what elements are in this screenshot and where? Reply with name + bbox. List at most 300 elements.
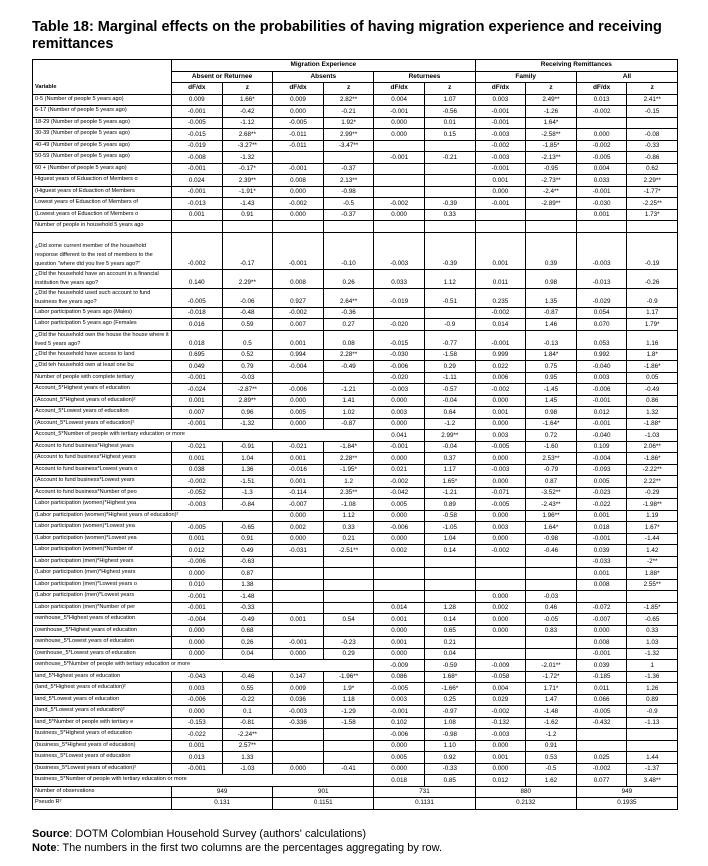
dfdx-cell: 0.000 — [374, 418, 425, 430]
dfdx-cell: -0.001 — [273, 163, 324, 175]
table-row — [33, 740, 678, 752]
variable-label: (Labor participation (men)*Lowest years — [33, 591, 172, 603]
z-cell: -1.37 — [627, 763, 678, 775]
z-cell: -0.29 — [627, 487, 678, 499]
dfdx-cell: -0.030 — [576, 198, 627, 210]
z-header: z — [424, 83, 475, 95]
z-cell: -1.95* — [323, 464, 374, 476]
z-cell: 2.29** — [627, 175, 678, 187]
note-line — [32, 841, 442, 855]
z-cell: -0.03 — [222, 372, 273, 384]
z-cell: 1.41 — [323, 395, 374, 407]
z-cell: 1.64* — [526, 117, 577, 129]
variable-label: Account to fund business*Lowest years o — [33, 464, 172, 476]
z-cell: 2.53** — [526, 453, 577, 465]
z-cell: -1.86* — [627, 361, 678, 373]
z-cell: 0.49 — [222, 545, 273, 557]
z-cell — [627, 740, 678, 752]
dfdx-cell: -0.002 — [374, 476, 425, 488]
z-cell: -0.39 — [424, 198, 475, 210]
dfdx-cell: -0.002 — [475, 307, 526, 319]
dfdx-cell: -0.153 — [172, 717, 223, 729]
dfdx-cell: 0.000 — [475, 740, 526, 752]
z-cell: -0.04 — [424, 441, 475, 453]
z-cell: 2.68** — [222, 129, 273, 141]
z-cell: -0.65 — [222, 522, 273, 534]
z-cell: -0.22 — [222, 694, 273, 706]
dfdx-cell: 0.005 — [374, 499, 425, 511]
dfdx-cell: 0.001 — [576, 209, 627, 221]
pseudo-r2-value: 0.1151 — [273, 798, 374, 810]
dfdx-cell: 0.012 — [172, 545, 223, 557]
variable-label: (ownhouse_5*Lowest years of education — [33, 648, 172, 660]
dfdx-cell: 0.018 — [576, 522, 627, 534]
dfdx-cell: -0.001 — [475, 163, 526, 175]
sub-family: Family — [475, 71, 576, 83]
z-cell: -1.58 — [323, 717, 374, 729]
dfdx-cell: -0.185 — [576, 671, 627, 683]
dfdx-cell: 0.003 — [576, 372, 627, 384]
dfdx-cell: 0.001 — [374, 614, 425, 626]
dfdx-cell: 0.066 — [576, 694, 627, 706]
variable-label: ownhouse_5*Lowest years of education — [33, 637, 172, 649]
dfdx-cell: 0.000 — [374, 129, 425, 141]
dfdx-cell: -0.003 — [172, 499, 223, 511]
z-cell: -0.04 — [424, 395, 475, 407]
z-cell — [323, 740, 374, 752]
dfdx-cell: -0.031 — [273, 545, 324, 557]
z-cell: -1.85* — [627, 602, 678, 614]
dfdx-cell: -0.006 — [374, 522, 425, 534]
dfdx-cell: -0.001 — [172, 763, 223, 775]
dfdx-cell: 0.235 — [475, 288, 526, 307]
dfdx-cell — [273, 221, 324, 233]
table-row — [33, 579, 678, 591]
z-header: z — [323, 83, 374, 95]
table-row — [33, 441, 678, 453]
z-cell: -0.33 — [222, 602, 273, 614]
dfdx-cell: -0.005 — [374, 683, 425, 695]
dfdx-cell: -0.006 — [273, 384, 324, 396]
z-cell: 1.42 — [627, 545, 678, 557]
z-cell: -0.56 — [424, 106, 475, 118]
variable-label: ¿Did teh household own at least one bu — [33, 361, 172, 373]
z-cell: -0.9 — [627, 706, 678, 718]
z-cell: -0.87 — [526, 307, 577, 319]
variable-label: (Account to fund business*Highest years — [33, 453, 172, 465]
z-cell: 0.65 — [424, 625, 475, 637]
dfdx-cell: 0.018 — [172, 330, 223, 349]
table-row — [33, 221, 678, 233]
z-cell: -1.32 — [222, 418, 273, 430]
sub-returnees: Returnees — [374, 71, 475, 83]
dfdx-cell: -0.002 — [475, 384, 526, 396]
dfdx-cell: 0.109 — [576, 441, 627, 453]
dfdx-cell: -0.005 — [576, 152, 627, 164]
dfdx-cell: 0.000 — [475, 453, 526, 465]
dfdx-cell: 0.007 — [172, 407, 223, 419]
z-cell: -0.98 — [424, 729, 475, 741]
z-cell: 1.08 — [424, 717, 475, 729]
z-cell: -0.26 — [627, 269, 678, 288]
dfdx-cell: -0.002 — [475, 706, 526, 718]
table-row — [33, 129, 678, 141]
dfdx-cell: 0.008 — [273, 269, 324, 288]
z-cell: 0.59 — [222, 319, 273, 331]
dfdx-cell: 0.013 — [576, 94, 627, 106]
table-row — [33, 614, 678, 626]
variable-label: 18-29 (Number of people 5 years ago) — [33, 117, 172, 129]
dfdx-cell: 0.001 — [475, 407, 526, 419]
dfdx-cell: 0.077 — [576, 775, 627, 787]
z-cell: 0.87 — [526, 476, 577, 488]
variable-label: Labor participation 5 years ago (Females — [33, 319, 172, 331]
dfdx-cell — [374, 307, 425, 319]
dfdx-cell: 0.022 — [475, 361, 526, 373]
z-cell: 1.02 — [323, 407, 374, 419]
dfdx-cell: -0.007 — [576, 614, 627, 626]
dfdx-cell: 0.001 — [273, 330, 324, 349]
z-cell — [424, 568, 475, 580]
z-cell: -0.06 — [222, 288, 273, 307]
dfdx-cell: -0.001 — [172, 372, 223, 384]
table-row — [33, 186, 678, 198]
z-cell: 2.57** — [222, 740, 273, 752]
z-cell: -2.87** — [222, 384, 273, 396]
z-cell: -1.88* — [627, 418, 678, 430]
observations-value: 731 — [374, 786, 475, 798]
table-row — [33, 545, 678, 557]
variable-label: Account_5*Highest years of education — [33, 384, 172, 396]
dfdx-cell: 0.009 — [273, 683, 324, 695]
variable-label: ¿Did the household own the house the house where it lived 5 years ago? — [33, 330, 172, 349]
z-cell: 0.75 — [526, 361, 577, 373]
z-cell: 0.26 — [222, 637, 273, 649]
table-row — [33, 694, 678, 706]
dfdx-cell: -0.004 — [172, 614, 223, 626]
z-cell: 0.21 — [323, 533, 374, 545]
z-cell: 2.39** — [222, 175, 273, 187]
dfdx-cell: -0.020 — [374, 372, 425, 384]
dfdx-cell: 0.054 — [576, 307, 627, 319]
table-row — [33, 568, 678, 580]
dfdx-cell: 0.021 — [374, 464, 425, 476]
dfdx-cell: -0.001 — [172, 186, 223, 198]
table-row — [33, 625, 678, 637]
dfdx-cell: -0.001 — [273, 232, 324, 269]
z-cell: -0.21 — [424, 152, 475, 164]
z-cell: -0.49 — [222, 614, 273, 626]
dfdx-cell: 0.000 — [273, 209, 324, 221]
dfdx-cell: 0.006 — [475, 372, 526, 384]
z-cell: 1.26 — [627, 683, 678, 695]
z-cell: -1.44 — [627, 533, 678, 545]
variable-label: Account to fund business*Number of peo — [33, 487, 172, 499]
z-cell: -0.81 — [222, 717, 273, 729]
z-cell: 2.64** — [323, 288, 374, 307]
z-cell — [627, 729, 678, 741]
table-footer — [32, 827, 442, 855]
dfdx-cell: -0.001 — [576, 395, 627, 407]
dfdx-cell — [475, 556, 526, 568]
dfdx-cell: -0.011 — [273, 140, 324, 152]
z-cell: 2.29** — [222, 269, 273, 288]
dfdx-cell: 0.005 — [273, 407, 324, 419]
dfdx-cell: 0.011 — [475, 269, 526, 288]
dfdx-cell: 0.001 — [172, 209, 223, 221]
z-cell — [526, 579, 577, 591]
dfdx-cell: 0.010 — [172, 579, 223, 591]
z-cell: -0.17* — [222, 163, 273, 175]
dfdx-cell — [273, 752, 324, 764]
z-cell — [627, 221, 678, 233]
dfdx-cell: 0.000 — [374, 453, 425, 465]
z-cell: 1.17 — [424, 464, 475, 476]
z-cell: 0.64 — [424, 407, 475, 419]
dfdx-cell — [374, 579, 425, 591]
dfdx-cell: -0.033 — [576, 556, 627, 568]
table-row — [33, 453, 678, 465]
dfdx-cell: 0.011 — [576, 683, 627, 695]
dfdx-cell: 0.000 — [475, 418, 526, 430]
z-cell: 1.28 — [424, 602, 475, 614]
z-cell: -0.86 — [627, 152, 678, 164]
z-cell: 3.48** — [627, 775, 678, 787]
dfdx-cell: 0.025 — [576, 752, 627, 764]
z-cell: -0.03 — [526, 591, 577, 603]
dfdx-cell: 0.024 — [172, 175, 223, 187]
dfdx-cell: -0.003 — [475, 129, 526, 141]
dfdx-header: dF/dx — [172, 83, 223, 95]
dfdx-cell: -0.009 — [475, 660, 526, 672]
dfdx-cell: 0.000 — [172, 637, 223, 649]
z-cell: 1.8* — [627, 349, 678, 361]
dfdx-cell: -0.005 — [172, 522, 223, 534]
z-cell: 1.12 — [424, 269, 475, 288]
table-row — [33, 372, 678, 384]
z-cell: -0.57 — [424, 384, 475, 396]
dfdx-cell: 0.000 — [273, 648, 324, 660]
z-cell: 0.53 — [526, 752, 577, 764]
z-cell: 2.99** — [424, 430, 475, 442]
dfdx-cell — [374, 591, 425, 603]
dfdx-cell: 0.038 — [172, 464, 223, 476]
variable-label: (Account_5*Highest years of education)² — [33, 395, 172, 407]
dfdx-cell: 0.000 — [374, 740, 425, 752]
table-row — [33, 464, 678, 476]
dfdx-cell: -0.013 — [576, 269, 627, 288]
variable-label: (Lowest years of Eduaction of Members o — [33, 209, 172, 221]
z-cell: -0.51 — [424, 288, 475, 307]
dfdx-cell: -0.001 — [374, 152, 425, 164]
dfdx-cell: 0.008 — [576, 579, 627, 591]
z-cell: -1.64* — [526, 418, 577, 430]
variable-label: Labor participation (women)*Highest yea — [33, 499, 172, 511]
z-cell: 1.79* — [627, 319, 678, 331]
z-cell: 0.96 — [222, 407, 273, 419]
dfdx-cell — [273, 740, 324, 752]
z-cell: 2.41** — [627, 94, 678, 106]
dfdx-header: dF/dx — [273, 83, 324, 95]
z-cell: -1.21 — [424, 487, 475, 499]
dfdx-cell: 0.041 — [374, 430, 425, 442]
dfdx-cell: -0.040 — [576, 430, 627, 442]
dfdx-cell: 0.000 — [475, 476, 526, 488]
dfdx-cell: -0.001 — [475, 106, 526, 118]
dfdx-cell: -0.021 — [273, 441, 324, 453]
z-cell: -0.49 — [323, 361, 374, 373]
table-row — [33, 591, 678, 603]
z-cell: -0.5 — [323, 198, 374, 210]
table-row — [33, 106, 678, 118]
dfdx-cell: -0.013 — [172, 198, 223, 210]
dfdx-cell — [576, 117, 627, 129]
z-cell — [424, 307, 475, 319]
dfdx-cell: 0.039 — [576, 545, 627, 557]
dfdx-cell: -0.001 — [172, 163, 223, 175]
z-cell: 1.88* — [627, 568, 678, 580]
z-cell: -0.15 — [627, 106, 678, 118]
table-row — [33, 395, 678, 407]
dfdx-cell: 0.001 — [172, 453, 223, 465]
z-cell: 0.95 — [526, 372, 577, 384]
dfdx-cell: 0.003 — [374, 407, 425, 419]
dfdx-cell: -0.006 — [374, 729, 425, 741]
source-text: : DOTM Colombian Household Survey (authors' calculations) — [69, 828, 367, 840]
table-row — [33, 487, 678, 499]
table-row — [33, 602, 678, 614]
observations-value: 949 — [576, 786, 677, 798]
variable-label: Labor participation 5 years ago (Males) — [33, 307, 172, 319]
z-cell: 0.86 — [627, 395, 678, 407]
table-row — [33, 269, 678, 288]
dfdx-cell: 0.000 — [374, 533, 425, 545]
dfdx-cell: -0.002 — [374, 198, 425, 210]
dfdx-cell: -0.005 — [576, 706, 627, 718]
variable-label: Account_5*Lowest years of education — [33, 407, 172, 419]
table-row — [33, 152, 678, 164]
z-cell: 0.25 — [424, 694, 475, 706]
variable-label: (Account to fund business*Lowest years — [33, 476, 172, 488]
z-cell: -0.65 — [627, 614, 678, 626]
dfdx-cell — [475, 568, 526, 580]
table-row — [33, 729, 678, 741]
table-row — [33, 752, 678, 764]
z-cell: -0.5 — [526, 763, 577, 775]
variable-label: 0-5 (Number of people 5 years ago) — [33, 94, 172, 106]
z-cell: -0.41 — [323, 763, 374, 775]
z-cell: -0.42 — [222, 106, 273, 118]
dfdx-cell: -0.336 — [273, 717, 324, 729]
dfdx-cell: 0.000 — [576, 129, 627, 141]
z-cell: 0.91 — [222, 209, 273, 221]
z-cell: -2.58** — [526, 129, 577, 141]
dfdx-cell: 0.005 — [576, 476, 627, 488]
dfdx-cell: -0.006 — [374, 361, 425, 373]
z-cell: -0.17 — [222, 232, 273, 269]
z-cell: -0.05 — [526, 614, 577, 626]
z-cell: -0.48 — [222, 307, 273, 319]
dfdx-cell: 0.018 — [374, 775, 425, 787]
dfdx-cell: 0.001 — [172, 740, 223, 752]
dfdx-cell: 0.001 — [172, 533, 223, 545]
z-cell — [323, 579, 374, 591]
dfdx-cell — [273, 152, 324, 164]
z-cell: 2.28** — [323, 453, 374, 465]
dfdx-cell: 0.992 — [576, 349, 627, 361]
dfdx-cell: -0.001 — [576, 418, 627, 430]
dfdx-cell — [273, 568, 324, 580]
z-cell: 1.44 — [627, 752, 678, 764]
z-cell: -1.96** — [323, 671, 374, 683]
z-cell: 0.91 — [222, 533, 273, 545]
dfdx-header: dF/dx — [576, 83, 627, 95]
z-cell: 2.49** — [526, 94, 577, 106]
dfdx-cell: -0.001 — [374, 441, 425, 453]
variable-label: ¿Did some current member of the household response different to the rest of members to the question "where did you live 5 years ago?" — [33, 232, 172, 269]
z-cell: 2.22** — [627, 476, 678, 488]
dfdx-header: dF/dx — [475, 83, 526, 95]
table-row — [33, 209, 678, 221]
marginal-effects-table — [32, 59, 678, 810]
table-row — [33, 717, 678, 729]
z-cell: -1.60 — [526, 441, 577, 453]
dfdx-cell: 0.070 — [576, 319, 627, 331]
z-cell — [627, 591, 678, 603]
dfdx-cell: 0.003 — [172, 683, 223, 695]
table-row — [33, 510, 678, 522]
dfdx-cell: 0.001 — [374, 637, 425, 649]
z-cell: 0.14 — [424, 545, 475, 557]
variable-header: Variable — [33, 83, 172, 95]
variable-label: Labor participation (men)*Lowest years o — [33, 579, 172, 591]
z-cell — [424, 175, 475, 187]
table-row — [33, 430, 678, 442]
z-cell — [424, 556, 475, 568]
dfdx-cell: -0.001 — [374, 706, 425, 718]
dfdx-cell: -0.002 — [273, 307, 324, 319]
z-cell: 0.98 — [526, 407, 577, 419]
sub-all: All — [576, 71, 677, 83]
pseudo-r2-row — [33, 798, 678, 810]
z-cell: 0.04 — [424, 648, 475, 660]
z-cell: -0.23 — [323, 637, 374, 649]
table-body — [33, 94, 678, 786]
table-title: Table 18: Marginal effects on the probabilities of having migration experience and receiving remittances — [32, 19, 662, 52]
z-cell: -1.48 — [526, 706, 577, 718]
pseudo-r2-label: Pseudo R² — [33, 798, 172, 810]
dfdx-cell — [475, 637, 526, 649]
dfdx-cell: 0.695 — [172, 349, 223, 361]
z-cell: 0.68 — [222, 625, 273, 637]
z-cell: 0.46 — [526, 602, 577, 614]
dfdx-cell: 0.000 — [475, 186, 526, 198]
dfdx-cell: -0.001 — [576, 533, 627, 545]
variable-label: Labor participation (women)*Number of — [33, 545, 172, 557]
dfdx-cell: 0.000 — [273, 395, 324, 407]
dfdx-cell: 0.016 — [172, 319, 223, 331]
variable-label: Number of people with complete tertiary — [33, 372, 172, 384]
z-cell: 0.92 — [424, 752, 475, 764]
z-cell: 1.84* — [526, 349, 577, 361]
dfdx-cell: 0.000 — [475, 510, 526, 522]
dfdx-cell: 0.000 — [172, 648, 223, 660]
z-cell — [526, 648, 577, 660]
dfdx-cell: 0.003 — [475, 430, 526, 442]
z-header: z — [627, 83, 678, 95]
dfdx-cell: 0.000 — [374, 209, 425, 221]
dfdx-cell: 0.001 — [576, 568, 627, 580]
